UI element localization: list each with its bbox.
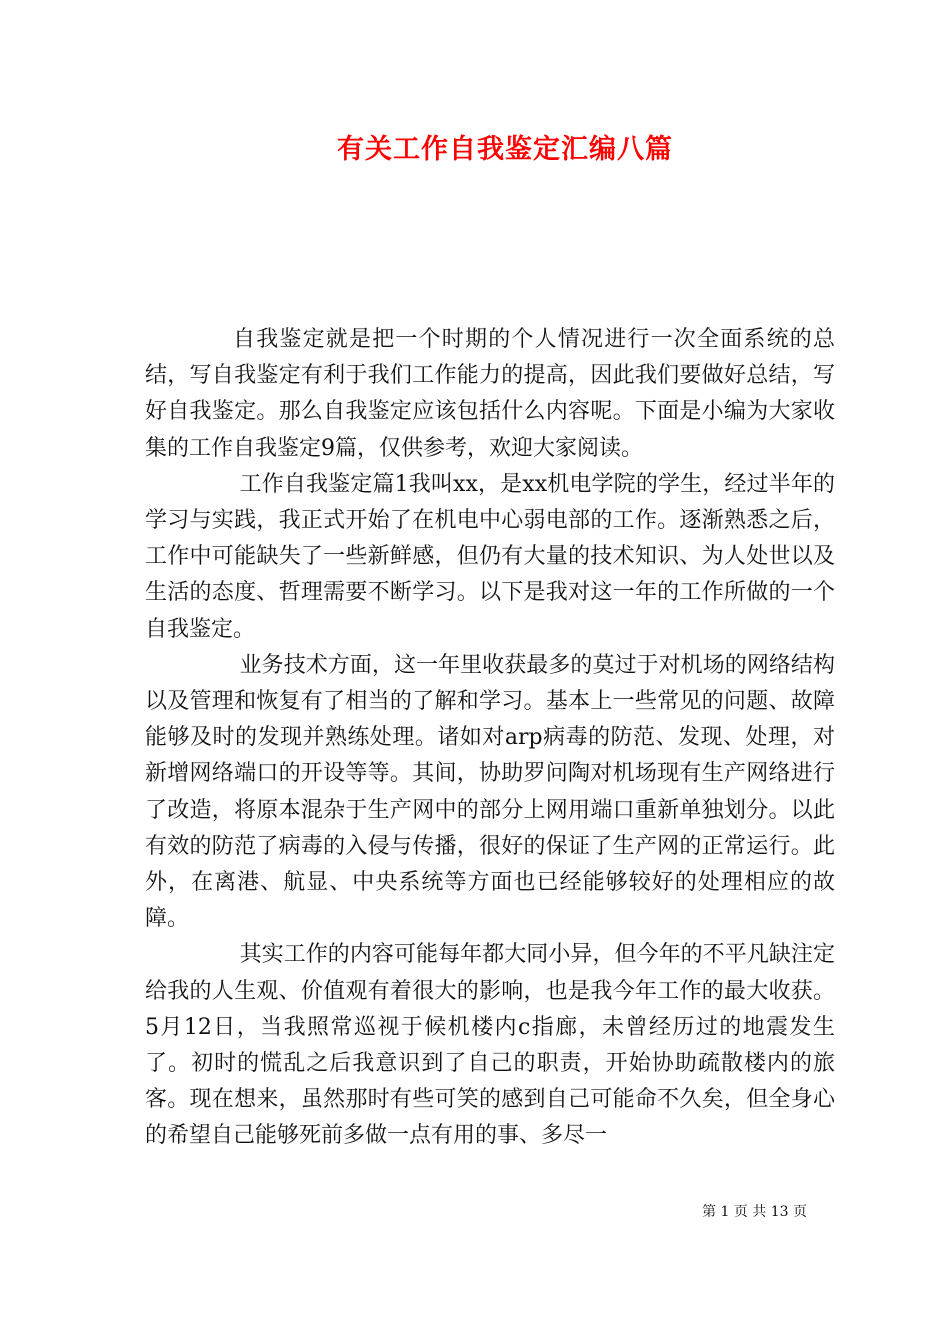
- paragraph-intro: 自我鉴定就是把一个时期的个人情况进行一次全面系统的总结，写自我鉴定有利于我们工作能力的提高，因此我们要做好总结，写好自我鉴定。那么自我鉴定应该包括什么内容呢。下面是小编为大家收集的工作自我鉴定9篇，仅供参考，欢迎大家阅读。: [145, 327, 835, 461]
- page-number-footer: 第 1 页 共 13 页: [702, 1204, 807, 1220]
- document-title: 有关工作自我鉴定汇编八篇: [337, 134, 673, 165]
- paragraph-harvest: 其实工作的内容可能每年都大同小异，但今年的不平凡缺注定给我的人生观、价值观有着很大的影响，也是我今年工作的最大收获。5月12日，当我照常巡视于候机楼内c指廊，未曾经历过的地震发生了。初时的慌乱之后我意识到了自己的职责，开始协助疏散楼内的旅客。现在想来，虽然那时有些可笑的感到自己可能命不久矣，但全身心的希望自己能够死前多做一点有用的事、多尽一: [145, 942, 835, 1149]
- document-body: [145, 322, 835, 1155]
- paragraph-section-1: 工作自我鉴定篇1我叫xx，是xx机电学院的学生，经过半年的学习与实践，我正式开始了在机电中心弱电部的工作。逐渐熟悉之后，工作中可能缺失了一些新鲜感，但仍有大量的技术知识、为人处世以及生活的态度、哲理需要不断学习。以下是我对这一年的工作所做的一个自我鉴定。: [145, 471, 835, 642]
- paragraph-technical: 业务技术方面，这一年里收获最多的莫过于对机场的网络结构以及管理和恢复有了相当的了解和学习。基本上一些常见的问题、故障能够及时的发现并熟练处理。诸如对arp病毒的防范、发现、处理，对新增网络端口的开设等等。其间，协助罗问陶对机场现有生产网络进行了改造，将原本混杂于生产网中的部分上网用端口重新单独划分。以此有效的防范了病毒的入侵与传播，很好的保证了生产网的正常运行。此外，在离港、航显、中央系统等方面也已经能够较好的处理相应的故障。: [145, 652, 835, 932]
